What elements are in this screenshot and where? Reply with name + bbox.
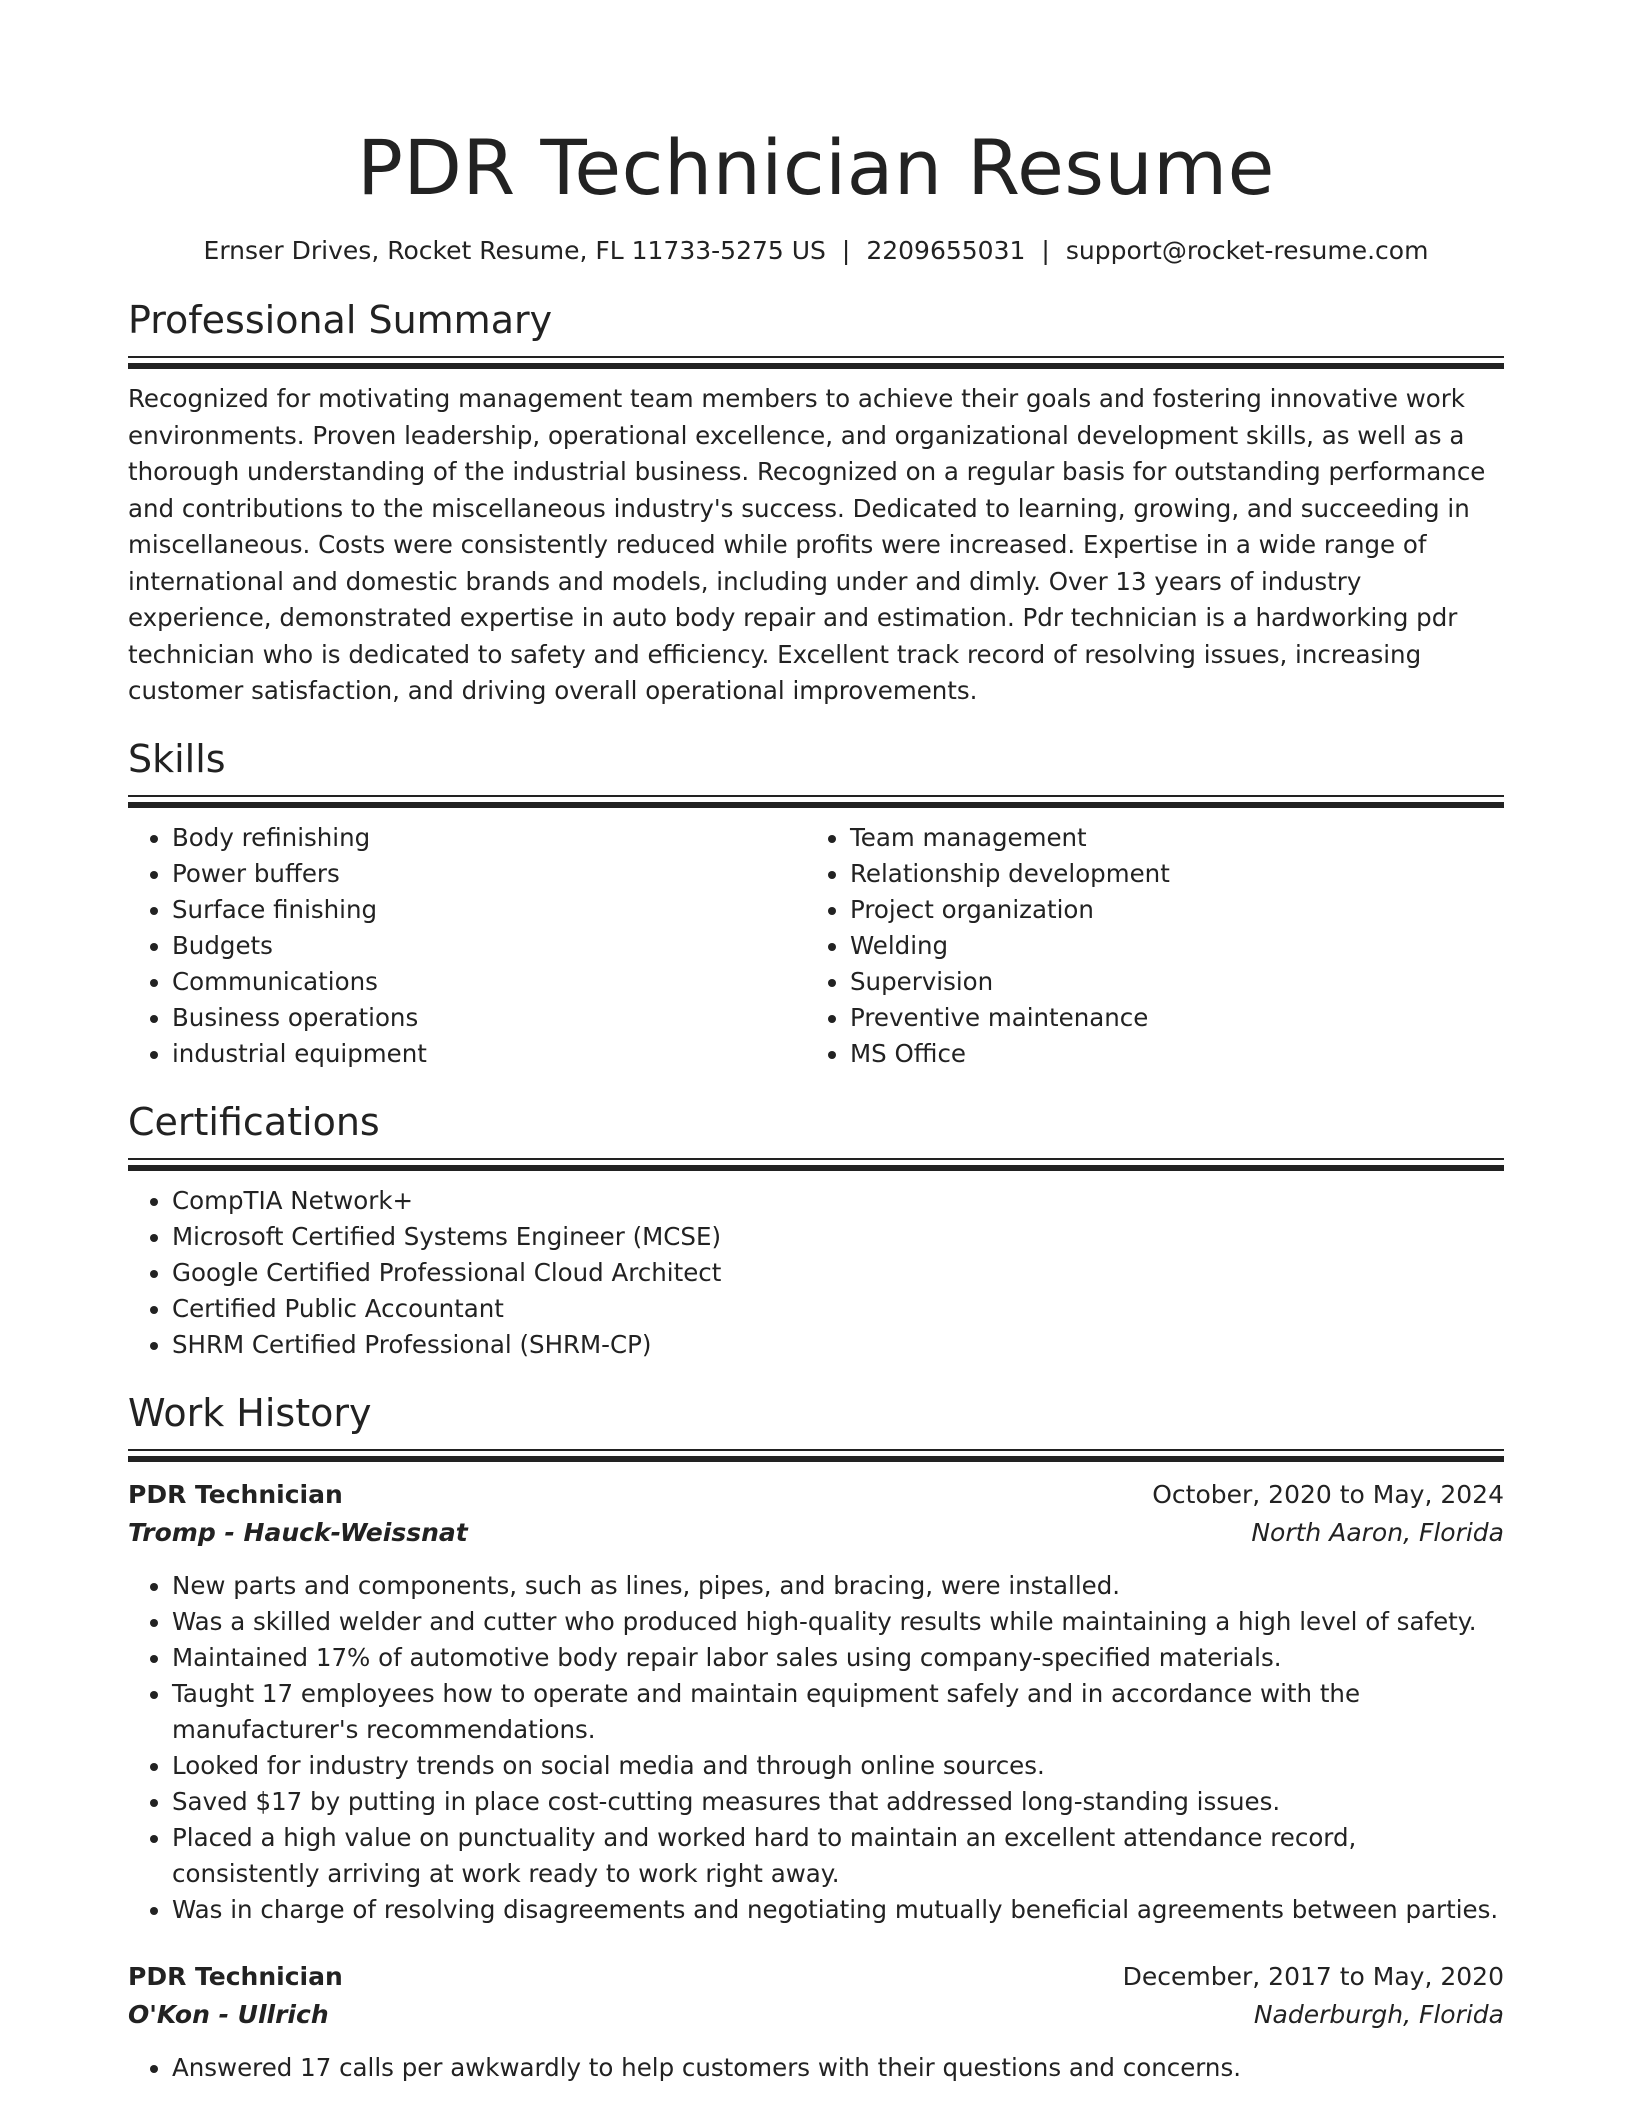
contact-separator: | — [841, 236, 851, 265]
job-duty-item: • Was a skilled welder and cutter who produced high-quality results while maintaining a high level of safety. — [172, 1604, 1504, 1640]
skills-section — [128, 735, 1504, 1072]
skill-item: • Relationship development — [850, 856, 1484, 892]
skills-list-right — [806, 820, 1484, 1072]
job-duties-list — [128, 1568, 1504, 1928]
skill-item: • Business operations — [172, 1000, 806, 1036]
section-divider — [128, 1158, 1504, 1171]
certification-item: • CompTIA Network+ — [172, 1183, 1504, 1219]
contact-email: support@rocket-resume.com — [1065, 236, 1429, 265]
skills-column-left — [128, 820, 806, 1072]
skill-item: • Team management — [850, 820, 1484, 856]
job-duty-item: • Taught 17 employees how to operate and maintain equipment safely and in accordance with the manufacturer's recommendations. — [172, 1676, 1504, 1748]
resume-title: PDR Technician Resume — [357, 123, 1275, 212]
contact-line — [128, 234, 1504, 268]
job-entry — [128, 1476, 1504, 1928]
section-divider — [128, 1449, 1504, 1462]
section-divider — [128, 795, 1504, 808]
skills-grid — [128, 820, 1504, 1072]
certification-item: • Google Certified Professional Cloud Architect — [172, 1255, 1504, 1291]
skill-item: • MS Office — [850, 1036, 1484, 1072]
job-duty-item: • Maintained 17% of automotive body repair labor sales using company-specified materials. — [172, 1640, 1504, 1676]
job-subheader-row — [128, 1996, 1504, 2034]
skill-item: • Budgets — [172, 928, 806, 964]
contact-address: Ernser Drives, Rocket Resume, FL 11733-5275 US — [203, 236, 826, 265]
skill-item: • Preventive maintenance — [850, 1000, 1484, 1036]
job-duty-item: • Answered 17 calls per awkwardly to help customers with their questions and concerns. — [172, 2050, 1504, 2086]
job-company: O'Kon - Ullrich — [128, 1999, 329, 2029]
job-title: PDR Technician — [128, 1961, 343, 1991]
job-duty-item: • Looked for industry trends on social media and through online sources. — [172, 1748, 1504, 1784]
job-duty-item: • Saved $17 by putting in place cost-cutting measures that addressed long-standing issues. — [172, 1784, 1504, 1820]
skill-item: • Power buffers — [172, 856, 806, 892]
skill-item: • Supervision — [850, 964, 1484, 1000]
job-location: North Aaron, Florida — [1251, 1517, 1504, 1547]
certification-item: • SHRM Certified Professional (SHRM-CP) — [172, 1327, 1504, 1363]
resume-page — [128, 0, 1504, 2086]
certifications-list — [128, 1183, 1504, 1363]
job-header-row — [128, 1958, 1504, 1996]
job-duties-list — [128, 2050, 1504, 2086]
job-duty-item: • Placed a high value on punctuality and worked hard to maintain an excellent attendance record, consistently arriving at work ready to work right away. — [172, 1820, 1504, 1892]
section-heading-certifications: Certifications — [128, 1099, 380, 1144]
skill-item: • Surface finishing — [172, 892, 806, 928]
job-title: PDR Technician — [128, 1479, 343, 1509]
skill-item: • industrial equipment — [172, 1036, 806, 1072]
skill-item: • Communications — [172, 964, 806, 1000]
contact-phone: 2209655031 — [866, 236, 1026, 265]
section-divider — [128, 356, 1504, 369]
job-entry — [128, 1958, 1504, 2086]
section-heading-summary: Professional Summary — [128, 298, 553, 342]
job-duty-item: • Was in charge of resolving disagreements and negotiating mutually beneficial agreements between parties. — [172, 1892, 1504, 1928]
summary-section — [128, 296, 1504, 710]
certification-item: • Microsoft Certified Systems Engineer (MCSE) — [172, 1219, 1504, 1255]
section-heading-work-history: Work History — [128, 1390, 372, 1435]
skills-column-right — [806, 820, 1484, 1072]
job-dates: October, 2020 to May, 2024 — [1152, 1479, 1504, 1509]
job-dates: December, 2017 to May, 2020 — [1122, 1961, 1504, 1991]
job-header-row — [128, 1476, 1504, 1514]
job-duty-item: • New parts and components, such as lines, pipes, and bracing, were installed. — [172, 1568, 1504, 1604]
summary-text: Recognized for motivating management team members to achieve their goals and fostering innovative work environments. Proven leadership, operational excellence, and organizational development skills, as well as a thorough understanding of the industrial business. Recognized on a regular basis for outstanding performance and contributions to the miscellaneous industry's success. Dedicated to learning, growing, and succeeding in miscellaneous. Costs were consistently reduced while profits were increased. Expertise in a wide range of international and domestic brands and models, including under and dimly. Over 13 years of industry experience, demonstrated expertise in auto body repair and estimation. Pdr technician is a hardworking pdr technician who is dedicated to safety and efficiency. Excellent track record of resolving issues, increasing customer satisfaction, and driving overall operational improvements. — [128, 384, 1486, 705]
skills-list-left — [128, 820, 806, 1072]
job-subheader-row — [128, 1514, 1504, 1552]
job-location: Naderburgh, Florida — [1253, 1999, 1504, 2029]
section-heading-skills: Skills — [128, 736, 226, 781]
contact-separator: | — [1041, 236, 1050, 265]
certification-item: • Certified Public Accountant — [172, 1291, 1504, 1327]
job-company: Tromp - Hauck-Weissnat — [128, 1517, 468, 1547]
work-history-section — [128, 1389, 1504, 2086]
skill-item: • Project organization — [850, 892, 1484, 928]
skill-item: • Welding — [850, 928, 1484, 964]
certifications-section — [128, 1098, 1504, 1363]
skill-item: • Body refinishing — [172, 820, 806, 856]
